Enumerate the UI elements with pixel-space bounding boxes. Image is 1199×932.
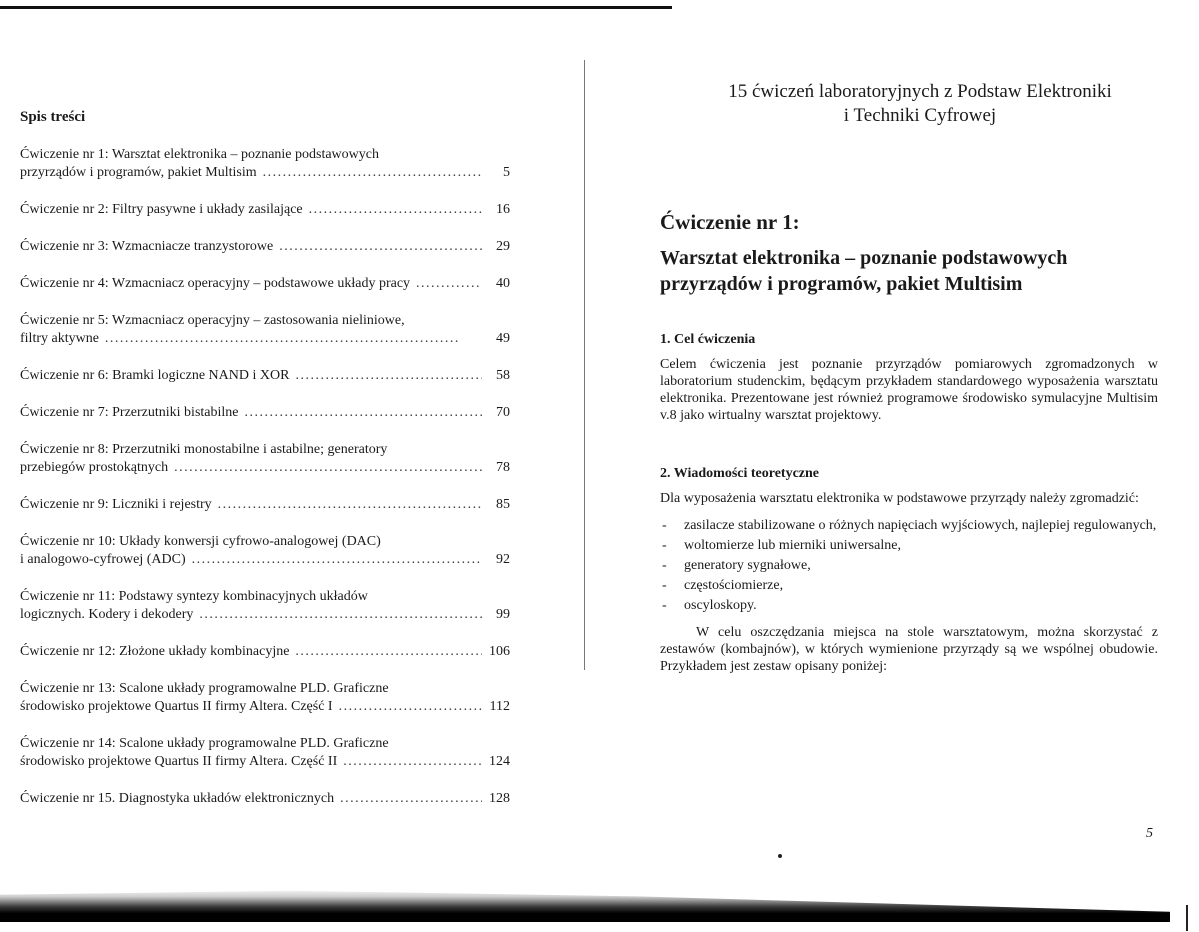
toc-leader-dots bbox=[295, 643, 482, 661]
toc-entry bbox=[20, 441, 510, 477]
toc-leader-dots bbox=[339, 698, 482, 716]
scan-edge-top bbox=[0, 6, 672, 9]
list-item: - woltomierze lub mierniki uniwersalne, bbox=[660, 537, 1158, 554]
toc-entry bbox=[20, 312, 510, 348]
toc-entry-title-cont: logicznych. Kodery i dekodery bbox=[20, 607, 194, 622]
toc-page-number: 112 bbox=[489, 699, 510, 714]
toc-page-number: 99 bbox=[496, 607, 510, 622]
toc-entries bbox=[20, 146, 510, 808]
section-theory-intro: Dla wyposażenia warsztatu elektronika w podstawowe przyrządy należy zgromadzić: bbox=[660, 491, 1139, 506]
page-number: 5 bbox=[1146, 826, 1153, 841]
toc-entry-title: Ćwiczenie nr 1: Warsztat elektronika – poznanie podstawowych bbox=[20, 147, 379, 162]
list-item: - zasilacze stabilizowane o różnych napięciach wyjściowych, najlepiej regulowanych, bbox=[660, 517, 1158, 534]
toc-leader-dots bbox=[199, 606, 482, 624]
toc-entry-title: Ćwiczenie nr 4: Wzmacniacz operacyjny – podstawowe układy pracy bbox=[20, 276, 411, 291]
toc-page-number: 5 bbox=[503, 165, 510, 180]
toc-entry-title-cont: przyrządów i programów, pakiet Multisim bbox=[20, 165, 257, 180]
toc-entry bbox=[20, 680, 510, 716]
list-item: - częstościomierze, bbox=[660, 577, 1158, 594]
toc-page-number: 58 bbox=[496, 368, 510, 383]
toc-entry bbox=[20, 735, 510, 771]
toc-entry-title: Ćwiczenie nr 2: Filtry pasywne i układy zasilające bbox=[20, 202, 303, 217]
toc-entry-title: Ćwiczenie nr 14: Scalone układy programowalne PLD. Graficzne bbox=[20, 736, 389, 751]
toc-entry-title: Ćwiczenie nr 9: Liczniki i rejestry bbox=[20, 497, 212, 512]
section-goal-heading: 1. Cel ćwiczenia bbox=[660, 332, 756, 347]
toc-entry bbox=[20, 588, 510, 624]
toc-leader-dots bbox=[105, 330, 482, 348]
book-title bbox=[650, 80, 1190, 128]
toc-entry-title-cont: środowisko projektowe Quartus II firmy Altera. Część I bbox=[20, 699, 333, 714]
page-gutter bbox=[584, 60, 585, 670]
exercise-number: Ćwiczenie nr 1: bbox=[660, 210, 800, 234]
toc-entry bbox=[20, 404, 510, 422]
toc-page-number: 92 bbox=[496, 552, 510, 567]
equipment-list bbox=[660, 517, 1158, 614]
toc-entry-title-cont: przebiegów prostokątnych bbox=[20, 460, 169, 475]
toc-entry-title: Ćwiczenie nr 8: Przerzutniki monostabilne i astabilne; generatory bbox=[20, 442, 388, 457]
toc-entry bbox=[20, 496, 510, 514]
toc-entry-title: Ćwiczenie nr 7: Przerzutniki bistabilne bbox=[20, 405, 239, 420]
toc-entry-title: Ćwiczenie nr 13: Scalone układy programowalne PLD. Graficzne bbox=[20, 681, 389, 696]
toc-page-number: 106 bbox=[489, 644, 510, 659]
toc-page-number: 29 bbox=[496, 239, 510, 254]
toc-leader-dots bbox=[192, 551, 482, 569]
section-goal-text: Celem ćwiczenia jest poznanie przyrządów pomiarowych zgromadzonych w laboratorium studenckim, będącym przykładem standardowego wyposażenia warsztatu elektronika. Prezentowane jest również programowe środowisko symulacyjne Multisim v.8 jako wirtualny warsztat projektowy. bbox=[660, 357, 1158, 423]
toc-entry bbox=[20, 201, 510, 219]
section-theory-heading: 2. Wiadomości teoretyczne bbox=[660, 466, 820, 481]
toc-page-number: 16 bbox=[496, 202, 510, 217]
book-title-line1: 15 ćwiczeń laboratoryjnych z Podstaw Elektroniki bbox=[728, 81, 1112, 102]
toc-page-number: 128 bbox=[489, 791, 510, 806]
toc-page-number: 85 bbox=[496, 497, 510, 512]
section-theory-paragraph: W celu oszczędzania miejsca na stole warsztatowym, można skorzystać z zestawów (kombajnów), w których wymienione przyrządy są we wspólnej obudowie. Przykładem jest zestaw opisany poniżej: bbox=[660, 625, 1158, 674]
toc-entry bbox=[20, 146, 510, 182]
toc-entry bbox=[20, 367, 510, 385]
toc-page-number: 40 bbox=[496, 276, 510, 291]
toc-leader-dots bbox=[343, 753, 482, 771]
toc-leader-dots bbox=[245, 404, 483, 422]
toc-leader-dots bbox=[218, 496, 482, 514]
toc-entry bbox=[20, 643, 510, 661]
toc-entry-title-cont: środowisko projektowe Quartus II firmy Altera. Część II bbox=[20, 754, 338, 769]
toc-page-number: 124 bbox=[489, 754, 510, 769]
toc-entry-title-cont: i analogowo-cyfrowej (ADC) bbox=[20, 552, 186, 567]
toc-page-number: 70 bbox=[496, 405, 510, 420]
scan-edge-right bbox=[1186, 905, 1188, 931]
table-of-contents bbox=[20, 108, 510, 808]
toc-entry bbox=[20, 790, 510, 808]
toc-leader-dots bbox=[263, 164, 482, 182]
list-item: - oscyloskopy. bbox=[660, 597, 1158, 614]
section-theory bbox=[660, 465, 1158, 675]
toc-entry-title-cont: filtry aktywne bbox=[20, 331, 99, 346]
toc-entry-title: Ćwiczenie nr 6: Bramki logiczne NAND i XOR bbox=[20, 368, 290, 383]
toc-entry-title: Ćwiczenie nr 12: Złożone układy kombinacyjne bbox=[20, 644, 290, 659]
toc-entry bbox=[20, 275, 510, 293]
toc-page-number: 49 bbox=[496, 331, 510, 346]
toc-entry-title: Ćwiczenie nr 11: Podstawy syntezy kombinacyjnych układów bbox=[20, 589, 368, 604]
scan-edge-bottom bbox=[0, 888, 1170, 922]
toc-leader-dots bbox=[279, 238, 482, 256]
toc-leader-dots bbox=[340, 790, 482, 808]
toc-entry bbox=[20, 238, 510, 256]
toc-heading: Spis treści bbox=[20, 109, 86, 125]
toc-page-number: 78 bbox=[496, 460, 510, 475]
toc-leader-dots bbox=[174, 459, 482, 477]
list-item: - generatory sygnałowe, bbox=[660, 557, 1158, 574]
toc-entry-title: Ćwiczenie nr 3: Wzmacniacze tranzystorowe bbox=[20, 239, 274, 254]
exercise-title: Warsztat elektronika – poznanie podstawowych przyrządów i programów, pakiet Multisim bbox=[660, 247, 1068, 295]
toc-leader-dots bbox=[309, 201, 482, 219]
scan-speck bbox=[778, 854, 782, 858]
toc-entry-title: Ćwiczenie nr 10: Układy konwersji cyfrowo-analogowej (DAC) bbox=[20, 534, 381, 549]
toc-entry-title: Ćwiczenie nr 15. Diagnostyka układów elektronicznych bbox=[20, 791, 335, 806]
toc-entry bbox=[20, 533, 510, 569]
toc-entry-title: Ćwiczenie nr 5: Wzmacniacz operacyjny – zastosowania nieliniowe, bbox=[20, 313, 405, 328]
book-title-line2: i Techniki Cyfrowej bbox=[843, 105, 997, 126]
toc-leader-dots bbox=[416, 275, 482, 293]
section-goal bbox=[660, 331, 1158, 424]
toc-leader-dots bbox=[295, 367, 482, 385]
